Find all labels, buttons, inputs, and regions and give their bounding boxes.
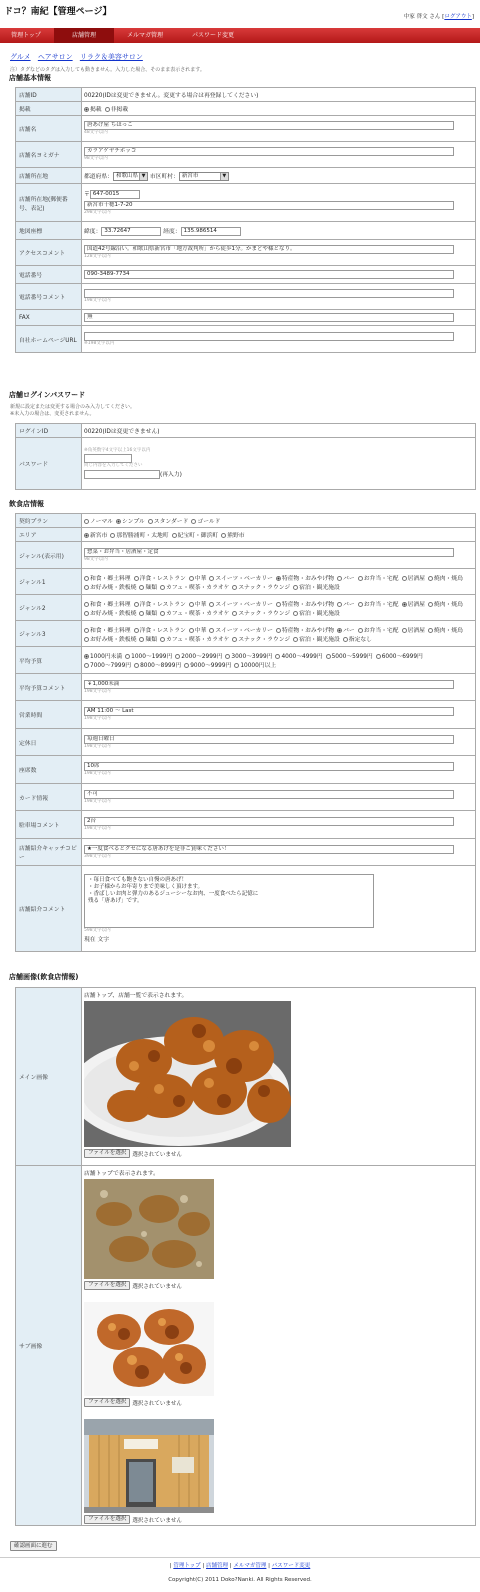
radio-budget-9[interactable]: 9000〜9999円 [184,663,231,669]
sub-image-2-file-button[interactable]: ファイルを選択 [84,1398,130,1407]
radio-icon [84,602,89,607]
radio-icon [209,628,214,633]
plan-radios [82,514,476,528]
label-plan: 契約プラン [16,514,82,528]
sub-image-storefront [84,1419,214,1513]
longitude-input[interactable]: 135.986514 [181,227,241,236]
radio-publish-on[interactable]: 掲載 [84,107,102,113]
radio-icon [189,602,194,607]
radio-icon [84,576,89,581]
radio-genre3-1[interactable]: 洋食・レストラン [134,628,186,634]
sub-image-3-file-button[interactable]: ファイルを選択 [84,1515,130,1524]
radio-area-2[interactable]: 紀宝町・御浜町 [172,533,219,539]
radio-icon [84,585,89,590]
radio-icon [358,602,363,607]
store-id-value: 00220(IDは変更できません。変更する場合は再登録してください) [82,88,476,102]
subnav-relax-salon[interactable]: リラク＆美容サロン [79,53,143,61]
footer-link-store[interactable]: 店舗管理 [206,1563,229,1569]
radio-icon [184,663,189,668]
radio-icon [172,533,177,538]
nav-store[interactable]: 店舗管理 [54,28,114,43]
radio-genre3-13[interactable]: 宿泊・観光施設 [293,637,340,643]
radio-budget-5[interactable]: 5000〜5999円 [326,654,373,660]
radio-icon [337,628,342,633]
radio-icon [160,637,165,642]
label-store-id: 店舗ID [16,88,82,102]
radio-genre3-none[interactable]: 指定なし [343,637,372,643]
radio-icon [191,519,196,524]
label-hours: 営業時間 [16,701,82,729]
radio-icon [293,637,298,642]
radio-area-3[interactable]: 熊野市 [221,533,244,539]
radio-genre1-7[interactable]: 居酒屋 [402,576,425,582]
tel-input[interactable]: 090-3489-7734 [84,270,454,279]
genre-2-radios [82,595,476,621]
label-card: カード情報 [16,784,82,811]
footer-link-top[interactable]: 管理トップ [173,1563,201,1569]
password-table: ログインID 00220(IDは変更できません) パスワード ※角英数字4文字以上16文字以内 同じ内容を入力してください (再入力) [15,423,476,490]
radio-budget-4[interactable]: 4000〜4999円 [275,654,322,660]
section-title-password: 店舗ログインパスワード [9,391,86,399]
radio-genre2-12[interactable]: スナック・ラウンジ [232,611,290,617]
radio-genre2-1[interactable]: 洋食・レストラン [134,602,186,608]
radio-genre3-7[interactable]: 居酒屋 [402,628,425,634]
radio-genre1-13[interactable]: 宿泊・観光施設 [293,585,340,591]
radio-budget-7[interactable]: 7000〜7999円 [84,663,131,669]
label-tel: 電話番号 [16,266,82,284]
radio-genre2-4[interactable]: 特産物・おみやげ物 [276,602,334,608]
radio-icon [276,576,281,581]
radio-genre2-11[interactable]: カフェ・喫茶・カラオケ [160,611,229,617]
radio-icon [134,628,139,633]
radio-icon [84,533,89,538]
radio-icon [376,654,381,659]
images-table: メイン画像 店舗トップ、店舗一覧で表示されます。 ファイルを選択 選択されていません サブ画像 店舗トップで表示されます。 ファイルを選択 選択されていません ファイルを選択 選択されていません ファイルを選択 選択されていません [15,987,476,1526]
radio-icon [293,611,298,616]
access-input[interactable]: 国道42号線沿い。和歌山県新宮市「地方裁判所」から徒歩1分。かまどや様となり。 [84,245,454,254]
radio-plan-1[interactable]: シンプル [116,519,145,525]
radio-icon [293,585,298,590]
radio-icon [402,602,407,607]
radio-icon [116,519,121,524]
radio-icon [209,602,214,607]
radio-genre3-0[interactable]: 和食・郷土料理 [84,628,131,634]
radio-plan-3[interactable]: ゴールド [191,519,220,525]
radio-budget-6[interactable]: 6000〜6999円 [376,654,423,660]
tel-comment-input[interactable] [84,289,454,298]
radio-genre2-9[interactable]: お好み焼・鉄板焼 [84,611,136,617]
radio-budget-8[interactable]: 8000〜8999円 [134,663,181,669]
radio-icon [134,602,139,607]
label-parking: 駐車場コメント [16,811,82,839]
radio-budget-2[interactable]: 2000〜2999円 [175,654,222,660]
radio-icon [232,585,237,590]
footer-links: | 管理トップ | 店舗管理 | メルマガ管理 | パスワード変更 [169,1563,311,1569]
password-note: 新規に設定または変更する場合のみ入力してください。 ※未入力の場合は、変更されません。 [10,404,136,417]
genre-1-radios [82,569,476,595]
label-budget-comment: 平均予算コメント [16,674,82,701]
label-location: 店舗所在地 [16,168,82,184]
radio-genre3-2[interactable]: 中華 [189,628,207,634]
radio-icon [428,602,433,607]
radio-genre2-5[interactable]: バー [337,602,355,608]
radio-icon [275,654,280,659]
label-intro: 店舗紹介コメント [16,866,82,952]
chevron-down-icon: ▼ [139,173,147,180]
logout-link[interactable]: ログアウト [444,14,472,20]
radio-icon [358,628,363,633]
label-login-id: ログインID [16,424,82,438]
radio-icon [84,611,89,616]
store-kana-input[interactable]: カラアゲヤチホッコ [84,147,454,156]
radio-icon [84,519,89,524]
radio-icon [234,663,239,668]
radio-budget-0[interactable]: 1000円未満 [84,654,122,660]
radio-icon [276,628,281,633]
radio-budget-3[interactable]: 3000〜3999円 [225,654,272,660]
section-title-basic: 店舗基本情報 [9,74,51,82]
label-access: アクセスコメント [16,240,82,266]
holiday-input[interactable]: 毎週日曜日 [84,735,454,744]
radio-icon [337,602,342,607]
radio-icon [337,576,342,581]
sub-image-frying [84,1179,214,1279]
radio-genre1-8[interactable]: 焼肉・焼鳥 [428,576,463,582]
radio-icon [125,654,130,659]
label-password: パスワード [16,438,82,490]
nav-mailmag[interactable]: メルマガ管理 [126,32,163,39]
radio-genre2-13[interactable]: 宿泊・観光施設 [293,611,340,617]
section-title-restaurant: 飲食店情報 [9,500,44,508]
chevron-down-icon: ▼ [220,173,228,180]
user-info: 中家 啓文 さん [ログアウト] [403,14,474,20]
label-genre-2: ジャンル2 [16,595,82,621]
radio-icon [175,654,180,659]
radio-icon [84,637,89,642]
label-genre-3: ジャンル3 [16,621,82,647]
radio-icon [209,576,214,581]
label-publish: 掲載 [16,102,82,116]
nav-password[interactable]: パスワード変更 [191,32,234,39]
label-sub-image: サブ画像 [16,1166,82,1526]
restaurant-table: 契約プラン ノーマル シンプル スタンダード ゴールド エリア 新宮市 那智勝浦町・太地町 紀宝町・御浜町 熊野市 ジャンル(表示用) 惣菜・お弁当・居酒屋・定食 98文字以内 ジャンル1 和食・郷土料理 洋食・レストラン 中華 スイーツ・ベーカリー 特産物・おみやげ物 バー お弁当・宅配 居酒屋 焼肉・焼鳥お好み焼・鉄板焼 麺類 カフェ・喫茶・カラオケ スナック・ラウンジ 宿泊・観光施設 ジャンル2 和食・郷土料理 洋食・レストラン 中華 スイーツ・ベーカリー 特産物・おみやげ物 バー お弁当・宅配 居酒屋 焼肉・焼鳥お好み焼・鉄板焼 麺類 カフェ・喫茶・カラオケ スナック・ラウンジ 宿泊・観光施設 ジャンル3 和食・郷土料理 洋食・レストラン 中華 スイーツ・ベーカリー 特産物・おみやげ物 バー お弁当・宅配 居酒屋 焼肉・焼鳥お好み焼・鉄板焼 麺類 カフェ・喫茶・カラオケ スナック・ラウンジ 宿泊・観光施設 指定なし 平均予算 1000円未満 1000〜1999円 2000〜2999円 3000〜3999円 4000〜4999円 5000〜5999円 6000〜6999円7000〜7999円 8000〜8999円 9000〜9999円 10000円以上 平均予算コメント ￥1,000未満 198文字以内 営業時間 AM 11:00 〜 Last 198文字以内 定休日 毎週日曜日 198文字以内 座席数 10席 198文字以内 カード情報 不可 198文字以内 駐車場コメント 2台 198文字以内 店舗紹介キャッチコピー ★一度食べるとクセになる唐あげを是非ご賞味ください！ 398文字以内 店舗紹介コメント ・毎日食べても飽きない自慢の唐あげ！ ・お子様からお年寄りまで美味しく頂けます。 ・香ばしいお肉と弾力のあるジューシーなお肉、一度食べたら記憶に 残る「唐あげ」です。 598文字以内 現在 文字 [15,513,476,952]
subnav-hair-salon[interactable]: ヘアサロン [37,53,73,61]
parking-input[interactable]: 2台 [84,817,454,826]
genre-3-radios [82,621,476,647]
radio-genre1-12[interactable]: スナック・ラウンジ [232,585,290,591]
radio-icon [326,654,331,659]
radio-genre2-7[interactable]: 居酒屋 [402,602,425,608]
radio-icon [110,533,115,538]
radio-icon [189,576,194,581]
seats-input[interactable]: 10席 [84,762,454,771]
hours-input[interactable]: AM 11:00 〜 Last [84,707,454,716]
label-address: 店舗所在地(郵便番号、表記) [16,184,82,222]
page-header [0,0,480,27]
sub-nav [10,52,148,62]
radio-icon [84,654,89,659]
label-holiday: 定休日 [16,729,82,756]
label-budget: 平均予算 [16,647,82,674]
prefecture-select[interactable]: 和歌山県 ▼ [113,172,148,181]
radio-genre3-10[interactable]: 麺類 [139,637,157,643]
radio-genre1-0[interactable]: 和食・郷土料理 [84,576,131,582]
user-name: 中家 啓文 さん [403,14,441,20]
label-tel-comment: 電話番号コメント [16,284,82,310]
basic-info-table: 店舗ID 00220(IDは変更できません。変更する場合は再登録してください) 掲載 掲載 非掲載 店舗名 唐あげ屋 ちほっこ 48文字以内 店舗名ヨミガナ カラアゲヤチホッコ 98文字以内 店舗所在地 都道府県： 和歌山県 ▼ 市区町村： 新宮市 ▼ 店舗所在地(郵便番号、表記) 〒 647-0015 新宮市千穂1-7-20 298文字以内 地図座標 緯度： 33.72647 経度： 135.986514 アクセスコメント 国道42号線沿い。和歌山県新宮市「地方裁判所」から徒歩1分。かまどや様となり。 128文字以内 電話番号 090-3489-7734 電話番号コメント 198文字以内 FAX 無 自社ホームページURL ※198文字以内 [15,87,476,353]
radio-icon [189,628,194,633]
intro-textarea[interactable]: ・毎日食べても飽きない自慢の唐あげ！ ・お子様からお年寄りまで美味しく頂けます。 ・香ばしいお肉と弾力のあるジューシーなお肉、一度食べたら記憶に 残る「唐あげ」です。 [84,874,374,928]
label-store-name: 店舗名 [16,116,82,142]
radio-icon [139,637,144,642]
radio-icon [428,628,433,633]
label-catchcopy: 店舗紹介キャッチコピー [16,839,82,866]
radio-genre3-12[interactable]: スナック・ラウンジ [232,637,290,643]
site-title: ドコ？南紀【管理ページ】 [4,7,112,17]
radio-icon [276,602,281,607]
radio-icon [232,637,237,642]
main-nav [0,28,480,43]
radio-icon [160,611,165,616]
radio-icon [84,663,89,668]
password-input[interactable] [84,454,132,463]
copyright: Copyright(C) 2011 Doko?Nanki. All Rights Reserved. [168,1577,312,1583]
radio-genre3-4[interactable]: 特産物・おみやげ物 [276,628,334,634]
radio-genre3-11[interactable]: カフェ・喫茶・カラオケ [160,637,229,643]
radio-plan-2[interactable]: スタンダード [148,519,189,525]
radio-budget-1[interactable]: 1000〜1999円 [125,654,172,660]
radio-genre2-6[interactable]: お弁当・宅配 [358,602,399,608]
label-store-kana: 店舗名ヨミガナ [16,142,82,168]
homepage-input[interactable] [84,332,454,341]
confirm-button[interactable]: 確認画面に進む [10,1541,57,1551]
radio-area-1[interactable]: 那智勝浦町・太地町 [110,533,168,539]
nav-top[interactable]: 管理トップ [11,32,41,39]
radio-genre1-11[interactable]: カフェ・喫茶・カラオケ [160,585,229,591]
radio-genre1-6[interactable]: お弁当・宅配 [358,576,399,582]
radio-icon [402,628,407,633]
zip-input[interactable]: 647-0015 [90,190,140,199]
footer-link-password[interactable]: パスワード変更 [271,1563,311,1569]
radio-icon [402,576,407,581]
radio-genre1-3[interactable]: スイーツ・ベーカリー [209,576,273,582]
radio-genre1-1[interactable]: 洋食・レストラン [134,576,186,582]
radio-icon [148,519,153,524]
main-food-image [84,1001,291,1147]
sub-image-karaage [84,1302,214,1396]
label-homepage: 自社ホームページURL [16,326,82,353]
area-radios [82,528,476,542]
radio-genre1-5[interactable]: バー [337,576,355,582]
budget-comment-input[interactable]: ￥1,000未満 [84,680,454,689]
label-area: エリア [16,528,82,542]
genre-display-input[interactable]: 惣菜・お弁当・居酒屋・定食 [84,548,454,557]
catchcopy-input[interactable]: ★一度食べるとクセになる唐あげを是非ご賞味ください！ [84,845,454,854]
radio-genre1-9[interactable]: お好み焼・鉄板焼 [84,585,136,591]
radio-genre1-10[interactable]: 麺類 [139,585,157,591]
radio-genre2-3[interactable]: スイーツ・ベーカリー [209,602,273,608]
radio-genre1-4[interactable]: 特産物・おみやげ物 [276,576,334,582]
footer-divider [0,1557,480,1558]
radio-genre3-3[interactable]: スイーツ・ベーカリー [209,628,273,634]
subnav-gourmet[interactable]: グルメ [10,53,31,61]
label-geo: 地図座標 [16,222,82,240]
city-select[interactable]: 新宮市 ▼ [179,172,229,181]
radio-genre2-8[interactable]: 焼肉・焼鳥 [428,602,463,608]
radio-icon [139,611,144,616]
label-main-image: メイン画像 [16,988,82,1166]
section-title-images: 店舗画像(飲食店情報) [9,973,79,981]
radio-publish-off[interactable]: 非掲載 [105,107,128,113]
main-image-file-button[interactable]: ファイルを選択 [84,1149,130,1158]
radio-genre3-6[interactable]: お弁当・宅配 [358,628,399,634]
radio-genre3-9[interactable]: お好み焼・鉄板焼 [84,637,136,643]
radio-plan-0[interactable]: ノーマル [84,519,113,525]
card-input[interactable]: 不可 [84,790,454,799]
label-seats: 座席数 [16,756,82,784]
radio-icon [358,576,363,581]
store-name-input[interactable]: 唐あげ屋 ちほっこ [84,121,454,130]
radio-genre3-5[interactable]: バー [337,628,355,634]
radio-budget-10[interactable]: 10000円以上 [234,663,276,669]
radio-genre2-2[interactable]: 中華 [189,602,207,608]
latitude-input[interactable]: 33.72647 [101,227,161,236]
label-genre-display: ジャンル(表示用) [16,542,82,569]
radio-icon [221,533,226,538]
radio-icon [160,585,165,590]
radio-icon [84,628,89,633]
fax-input[interactable]: 無 [84,313,454,322]
radio-genre1-2[interactable]: 中華 [189,576,207,582]
radio-icon [134,576,139,581]
address-input[interactable]: 新宮市千穂1-7-20 [84,201,454,210]
footer-link-mailmag[interactable]: メルマガ管理 [233,1563,267,1569]
label-genre-1: ジャンル1 [16,569,82,595]
radio-genre3-8[interactable]: 焼肉・焼鳥 [428,628,463,634]
radio-icon [139,585,144,590]
input-note: 注）タグなどのタグは入力しても動きません。入力した場合、そのまま表示されます。 [10,67,205,73]
radio-genre2-10[interactable]: 麺類 [139,611,157,617]
radio-area-0[interactable]: 新宮市 [84,533,107,539]
password-confirm-input[interactable] [84,470,160,479]
label-fax: FAX [16,310,82,326]
radio-icon [134,663,139,668]
radio-icon [225,654,230,659]
radio-icon [232,611,237,616]
budget-radios [82,647,476,674]
radio-genre2-0[interactable]: 和食・郷土料理 [84,602,131,608]
radio-icon [343,637,348,642]
sub-image-1-file-button[interactable]: ファイルを選択 [84,1281,130,1290]
radio-icon [428,576,433,581]
login-id-value: 00220(IDは変更できません) [82,424,476,438]
